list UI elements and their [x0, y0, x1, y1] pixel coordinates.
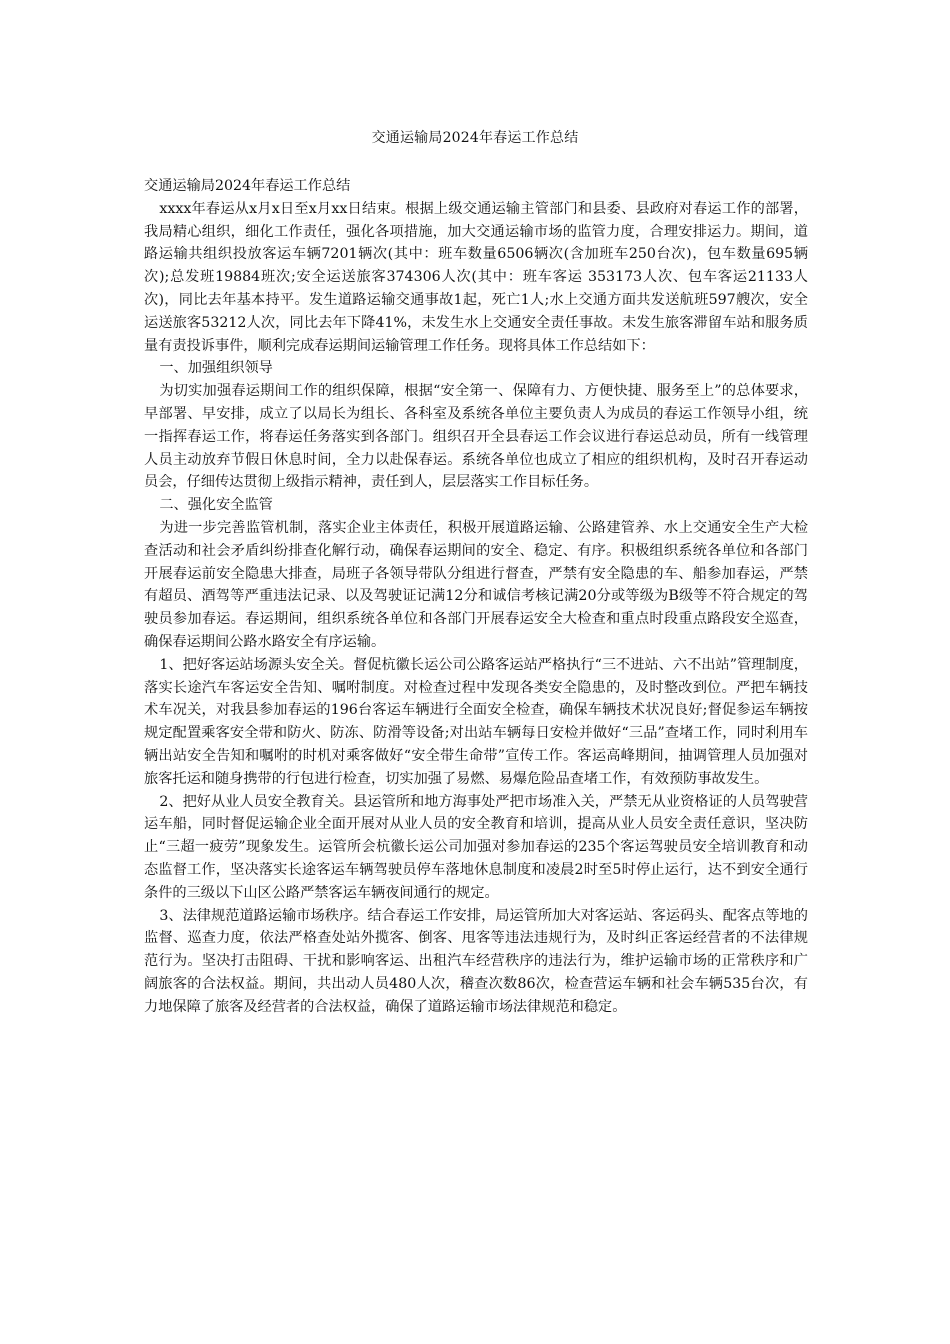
section-heading-1: 一、加强组织领导 [159, 360, 273, 377]
section-1-paragraph: 为切实加强春运期间工作的组织保障，根据“安全第一、保障有力、方便快捷、服务至上”的总体要求，早部署、早安排，成立了以局长为组长、各科室及系统各单位主要负责人为成员的春运工作领导小组，统一指挥春运工作，将春运任务落实到各部门。组织召开全县春运工作会议进行春运总动员，所有一线管理人员主动放弃节假日休息时间，全力以赴保春运。系统各单位也成立了相应的组织机构，及时召开春运动员会，仔细传达贯彻上级指示精神，责任到人，层层落实工作目标任务。 [144, 383, 808, 491]
item-1-paragraph: 1、把好客运站场源头安全关。督促杭徽长运公司公路客运站严格执行“三不进站、六不出站”管理制度，落实长途汽车客运安全告知、嘱咐制度。对检查过程中发现各类安全隐患的，及时整改到位。严把车辆技术车况关，对我县参加春运的196台客运车辆进行全面安全检查，确保车辆技术状况良好;督促参运车辆按规定配置乘客安全带和防火、防冻、防滑等设备;对出站车辆每日安检并做好“三品”查堵工作，同时利用车辆出站安全告知和嘱咐的时机对乘客做好“安全带生命带”宣传工作。客运高峰期间，抽调管理人员加强对旅客托运和随身携带的行包进行检查，切实加强了易燃、易爆危险品查堵工作，有效预防事故发生。 [144, 656, 808, 787]
section-2-paragraph: 为进一步完善监管机制，落实企业主体责任，积极开展道路运输、公路建管养、水上交通安全生产大检查活动和社会矛盾纠纷排查化解行动，确保春运期间的安全、稳定、有序。积极组织系统各单位和各部门开展春运前安全隐患大排查，局班子各领导带队分组进行督查，严禁有安全隐患的车、船参加春运，严禁有超员、酒驾等严重违法记录、以及驾驶证记满12分和诚信考核记满20分或等级为B级等不符合规定的驾驶员参加春运。春运期间，组织系统各单位和各部门开展春运安全大检查和重点时段重点路段安全巡查，确保春运期间公路水路安全有序运输。 [144, 519, 808, 650]
item-3-paragraph: 3、法律规范道路运输市场秩序。结合春运工作安排，局运管所加大对客运站、客运码头、配客点等地的监督、巡查力度，依法严格查处站外揽客、倒客、甩客等违法违规行为，及时纠正客运经营者的不法律规范行为。坚决打击阻碍、干扰和影响客运、出租汽车经营秩序的违法行为，维护运输市场的正常秩序和广阔旅客的合法权益。期间，共出动人员480人次，稽查次数86次，检查营运车辆和社会车辆535台次，有力地保障了旅客及经营者的合法权益，确保了道路运输市场法律规范和稳定。 [144, 907, 808, 1015]
document-body [144, 175, 808, 1018]
intro-paragraph: xxxx年春运从x月x日至x月xx日结束。根据上级交通运输主管部门和县委、县政府对春运工作的部署，我局精心组织，细化工作责任，强化各项措施，加大交通运输市场的监管力度，合理安排运力。期间，道路运输共组织投放客运车辆7201辆次(其中：班车数量6506辆次(含加班车250台次)，包车数量695辆次);总发班19884班次;安全运送旅客374306人次(其中：班车客运 353173人次、包车客运21133人次)，同比去年基本持平。发生道路运输交通事故1起，死亡1人;水上交通方面共发送航班597艘次，安全运送旅客53212人次，同比去年下降41%，未发生水上交通安全责任事故。未发生旅客滞留车站和服务质量有责投诉事件，顺利完成春运期间运输管理工作任务。现将具体工作总结如下： [144, 200, 808, 354]
document-title: 交通运输局2024年春运工作总结 [371, 130, 579, 146]
document-subtitle: 交通运输局2024年春运工作总结 [144, 178, 351, 194]
section-heading-2: 二、强化安全监管 [159, 497, 273, 514]
item-2-paragraph: 2、把好从业人员安全教育关。县运管所和地方海事处严把市场准入关，严禁无从业资格证的人员驾驶营运车船，同时督促运输企业全面开展对从业人员的安全教育和培训，提高从业人员安全责任意识，坚决防止“三超一疲劳”现象发生。运管所会杭徽长运公司加强对参加春运的235个客运驾驶员安全培训教育和动态监督工作，坚决落实长途客运车辆驾驶员停车落地休息制度和凌晨2时至5时停止运行，达不到安全通行条件的三级以下山区公路严禁客运车辆夜间通行的规定。 [144, 793, 808, 901]
